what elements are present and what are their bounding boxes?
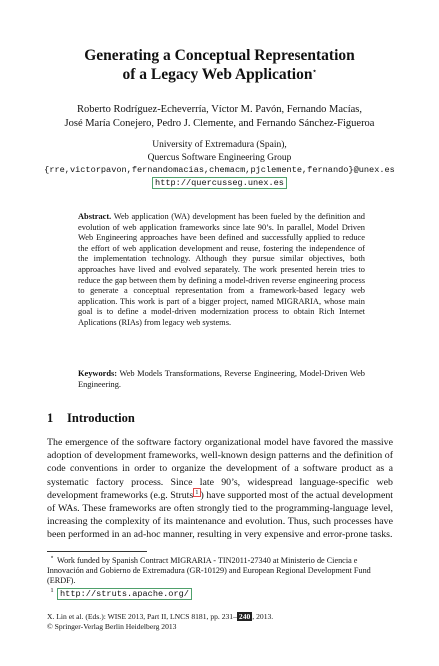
intro-paragraph <box>47 436 393 542</box>
end-page-link[interactable]: 240 <box>238 612 251 621</box>
footnote-1: ⋆ Work funded by Spanish Contract MIGRARIA - TIN2011-27340 at Ministerio de Ciencia e Innovación and Gobierno de Extremadura (GR-10129) and European Regional Development Fund (ERDF). <box>47 554 371 586</box>
group-url-link[interactable]: http://quercusseg.unex.es <box>152 177 287 189</box>
copyright-line: © Springer-Verlag Berlin Heidelberg 2013 <box>47 621 177 631</box>
author-list <box>0 103 439 131</box>
citation-prefix: X. Lin et al. (Eds.): WISE 2013, Part II, LNCS 8181, pp. 231– <box>47 612 237 621</box>
abstract-text: Web application (WA) development has been fueled by the definition and evolution of web application frameworks since late 90’s. In parallel, Model Driven Web Engineering approaches have been defined and successfully applied to reduce the effort of web application development and reuse, fostering the independence of the implementation technology. Although they pursue similar objectives, both approaches have lived and evolved separately. The work presented herein tries to reduce the gap between them by defining a model-driven reverse engineering process to generate a conceptual representation from a framework-based legacy web application. This work is part of a bigger project, named MIGRARIA, whose main goal is to define a model-driven modernization process to obtain Rich Internet Aplications (RIAs) from legacy web systems. <box>78 212 365 327</box>
section-heading <box>47 411 135 426</box>
paper-title <box>0 46 439 84</box>
title-line-1: Generating a Conceptual Representation <box>84 47 355 64</box>
title-line-2: of a Legacy Web Application⋆ <box>122 66 317 83</box>
keywords-text: Web Models Transformations, Reverse Engineering, Model-Driven Web Engineering. <box>78 369 365 389</box>
publication-credit <box>47 612 273 631</box>
affiliation <box>0 139 439 189</box>
authors-line-2: José María Conejero, Pedro J. Clemente, and Fernando Sánchez-Figueroa <box>64 118 375 129</box>
keywords <box>78 369 365 390</box>
intro-text-part-1: The emergence of the software factory organizational model have favored the massive adoption of development frameworks, well-known design patterns and the definition of code conventions in order to organize the development of a software product as a systematic factory process. Since late 90’s, widespread language-specific web development frameworks (e.g. Struts <box>47 437 393 501</box>
intro-text-part-2: ) have supported most of the actual development of WAs. These frameworks are often strongly tied to the programming-language level, increasing the complexity of its maintenance and evolution. Thus, such processes have been performed in an ad-hoc manner, resulting in very expensive and error-prone tasks. <box>47 489 394 541</box>
footnote-2: 1 http://struts.apache.org/ <box>47 589 393 599</box>
section-title: Introduction <box>67 411 135 425</box>
affiliation-group: Quercus Software Engineering Group <box>147 152 292 163</box>
affiliation-university: University of Extremadura (Spain), <box>152 140 287 150</box>
struts-url-link[interactable]: http://struts.apache.org/ <box>57 588 192 600</box>
footnote-ref-1[interactable]: 1 <box>195 488 199 496</box>
abstract <box>78 212 365 329</box>
section-number: 1 <box>47 411 54 425</box>
citation-line <box>47 612 273 622</box>
footnote-rule <box>47 551 147 552</box>
abstract-label: Abstract. <box>78 212 112 221</box>
keywords-label: Keywords: <box>78 369 118 378</box>
footnote-1-text: Work funded by Spanish Contract MIGRARIA - TIN2011-27340 at Ministerio de Ciencia e Innovación and Gobierno de Extremadura (GR-10129) and European Regional Development Fund (ERDF). <box>47 556 371 586</box>
title-footnote-mark[interactable]: ⋆ <box>312 67 317 75</box>
citation-suffix: , 2013. <box>252 612 274 621</box>
authors-line-1: Roberto Rodríguez-Echeverría, Víctor M. Pavón, Fernando Macías, <box>77 104 362 115</box>
author-emails: {rre,victorpavon,fernandomacias,chemacm,pjclemente,fernando}@unex.es <box>44 165 395 175</box>
